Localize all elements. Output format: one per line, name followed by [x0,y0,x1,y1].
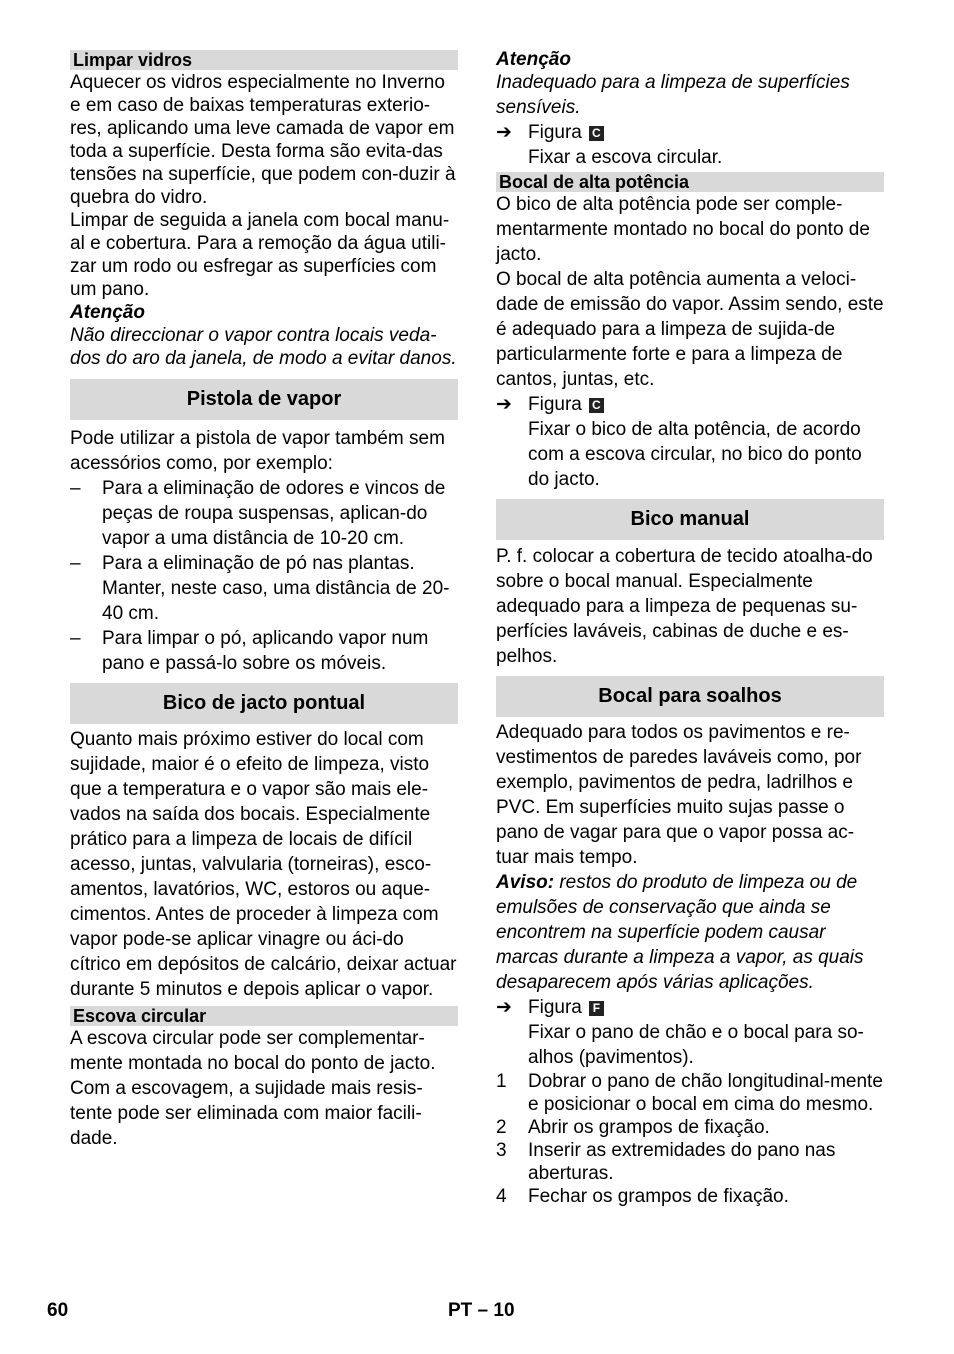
page-number: 60 [47,1300,69,1321]
caution-text: Não direccionar o vapor contra locais veda-dos do aro da janela, de modo a evitar danos. [70,325,457,369]
list-item: 2 Abrir os grampos de fixação. [496,1117,770,1138]
figure-reference: ➔ Figura F [496,995,884,1020]
instruction: Fixar o bico de alta potência, de acordo com a escova circular, no bico do ponto do jacto. [528,419,862,490]
heading-bocal-para-soalhos: Bocal para soalhos [496,676,884,717]
list-item: 1 Dobrar o pano de chão longitudinal-mente e posicionar o bocal em cima do mesmo. [496,1071,883,1115]
arrow-icon: ➔ [496,394,512,415]
caution-label: Atenção [70,302,145,323]
arrow-icon: ➔ [496,997,512,1018]
paragraph: Quanto mais próximo estiver do local com sujidade, maior é o efeito de limpeza, visto que a temperatura e o vapor são mais ele-vados na saída dos bocais. Especialmente prático para a limpeza de locais de difícil acesso, juntas, valvularia (torneiras), esco-amentos, lavatórios, WC, estoros ou aque-cimentos. Antes de proceder à limpeza com vapor pode-se aplicar vinagre ou áci-do cítrico em depósitos de calcário, deixar actuar durante 5 minutos e depois aplicar o vapor. [70,729,457,1000]
paragraph: Pode utilizar a pistola de vapor também sem acessórios como, por exemplo: [70,428,445,474]
list-item: – Para a eliminação de odores e vincos de peças de roupa suspensas, aplican-do vapor a uma distância de 10-20 cm. [70,478,446,549]
paragraph: O bocal de alta potência aumenta a veloci-dade de emissão do vapor. Assim sendo, este é adequado para a limpeza de sujida-de particularmente forte e para a limpeza de cantos, juntas, etc. [496,269,884,390]
arrow-icon: ➔ [496,122,512,143]
dash-bullet: – [70,553,81,574]
paragraph: Limpar de seguida a janela com bocal manu-al e cobertura. Para a remoção da água utili-zar um rodo ou esfregar as superfícies com um pano. [70,210,450,300]
figure-reference: ➔ Figura C [496,392,884,417]
figure-c-icon: C [589,398,604,413]
heading-pistola-de-vapor: Pistola de vapor [70,379,458,420]
left-column [70,50,458,1151]
heading-limpar-vidros: Limpar vidros [70,50,458,70]
list-item: 3 Inserir as extremidades do pano nas aberturas. [496,1140,836,1184]
heading-bico-manual: Bico manual [496,499,884,540]
paragraph: Adequado para todos os pavimentos e re-vestimentos de paredes laváveis como, por exemplo, pavimentos de pedra, ladrilhos e PVC. Em superfícies muito sujas passe o pano de vagar para que o vapor possa ac-tuar mais tempo. [496,722,862,868]
heading-bico-de-jacto-pontual: Bico de jacto pontual [70,683,458,724]
dash-bullet: – [70,478,81,499]
notice: Aviso: restos do produto de limpeza ou de emulsões de conservação que ainda se encontrem na superfície podem causar marcas durante a limpeza a vapor, as quais desaparecem após várias aplicações. [496,872,864,993]
paragraph: P. f. colocar a cobertura de tecido atoalha-do sobre o bocal manual. Especialmente adequado para a limpeza de pequenas su-perfícies laváveis, cabinas de duche e es-pelhos. [496,546,873,667]
list-item: – Para limpar o pó, aplicando vapor num pano e passá-lo sobre os móveis. [70,628,429,674]
notice-label: Aviso: [496,872,555,893]
figure-reference: ➔ Figura C [496,120,884,145]
list-item: 4 Fechar os grampos de fixação. [496,1186,789,1207]
right-column [496,50,884,1208]
instruction: Fixar a escova circular. [528,147,723,168]
section-label: PT – 10 [448,1300,515,1321]
caution-text: Inadequado para a limpeza de superfícies sensíveis. [496,72,850,118]
caution-label: Atenção [496,49,571,70]
instruction: Fixar o pano de chão e o bocal para so-alhos (pavimentos). [528,1022,864,1068]
figure-f-icon: F [589,1001,604,1016]
list-item: – Para a eliminação de pó nas plantas. Manter, neste caso, uma distância de 20-40 cm. [70,553,450,624]
paragraph: A escova circular pode ser complementar-mente montada no bocal do ponto de jacto. Com a escovagem, a sujidade mais resis-tente pode ser eliminada com maior facili-dade. [70,1028,436,1149]
heading-bocal-de-alta-potencia: Bocal de alta potência [496,172,884,192]
dash-bullet: – [70,628,81,649]
heading-escova-circular: Escova circular [70,1006,458,1026]
figure-c-icon: C [589,126,604,141]
paragraph: Aquecer os vidros especialmente no Inverno e em caso de baixas temperaturas exterio-res, aplicando uma leve camada de vapor em toda a superfície. Desta forma são evita-das tensões na superfície, que podem con-duzir à quebra do vidro. [70,72,456,208]
paragraph: O bico de alta potência pode ser comple-mentarmente montado no bocal do ponto de jacto. [496,194,870,265]
